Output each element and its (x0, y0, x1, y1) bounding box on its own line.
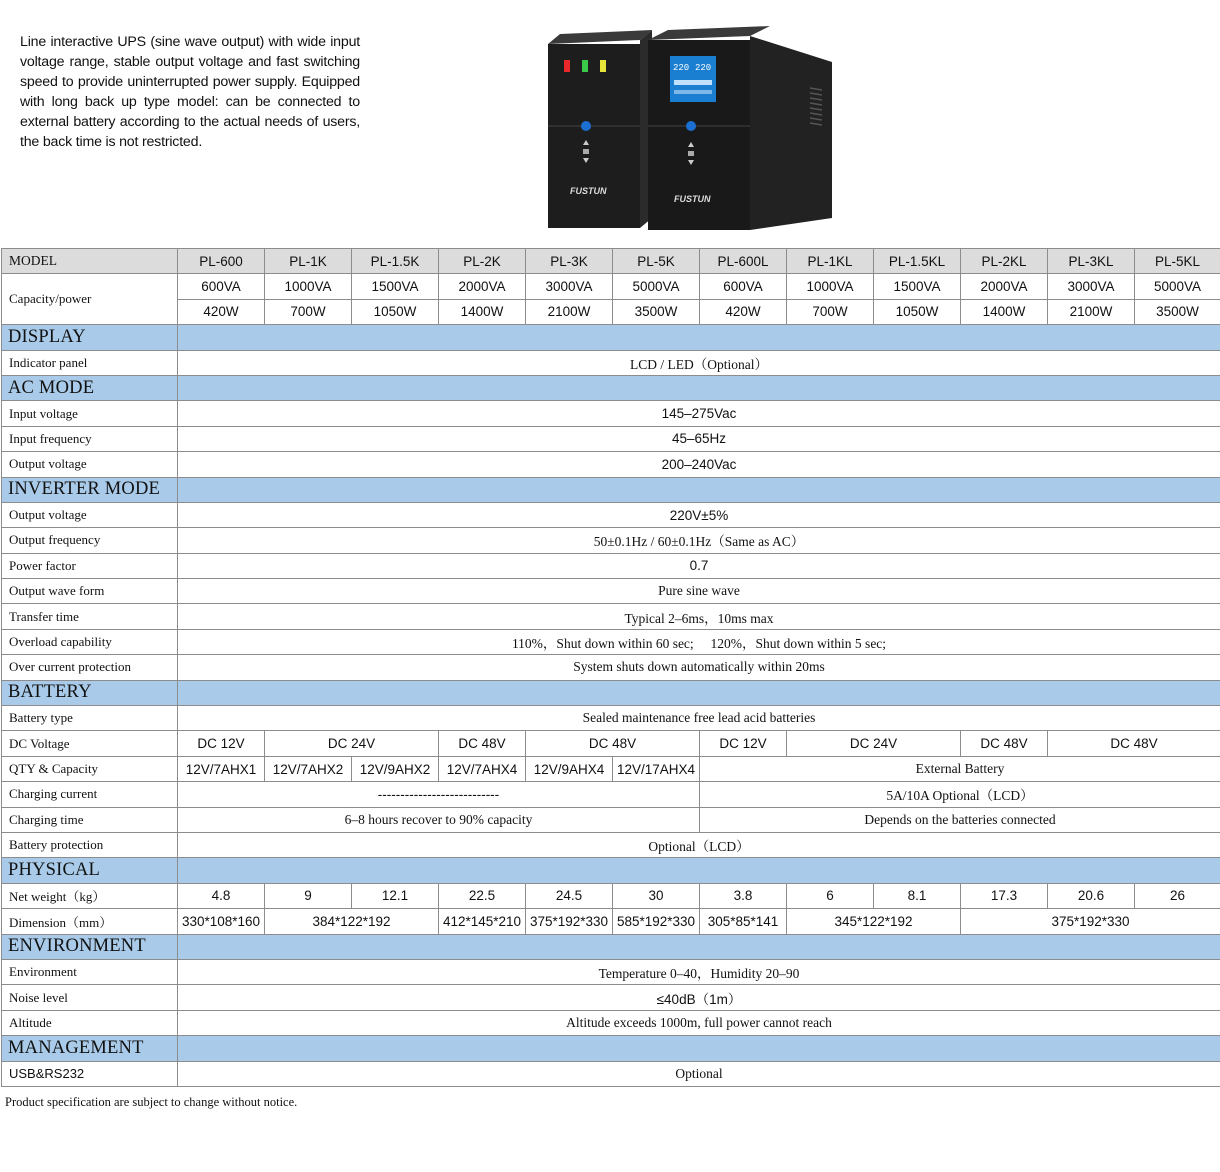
table-row (2, 452, 1220, 477)
table-row (2, 807, 1220, 832)
weight-cell: 12.1 (352, 883, 439, 908)
table-row (2, 959, 1220, 984)
model-label: MODEL (2, 249, 178, 274)
row-label: Over current protection (2, 655, 178, 680)
table-row (2, 502, 1220, 527)
watt-cell: 1400W (439, 299, 526, 324)
row-label: Battery type (2, 706, 178, 731)
model-row (2, 249, 1220, 274)
weight-cell: 22.5 (439, 883, 526, 908)
row-label: Altitude (2, 1010, 178, 1035)
table-row (2, 883, 1220, 908)
va-cell: 2000VA (439, 274, 526, 299)
weight-cell: 6 (787, 883, 874, 908)
dimension-cell: 305*85*141 (700, 909, 787, 934)
model-cell: PL-1K (265, 249, 352, 274)
row-value: Optional（LCD） (178, 832, 1220, 857)
qty-cell: 12V/9AHX4 (526, 756, 613, 781)
row-value: Sealed maintenance free lead acid batteries (178, 706, 1220, 731)
row-value: Optional (178, 1061, 1220, 1086)
model-cell: PL-5KL (1135, 249, 1220, 274)
model-cell: PL-5K (613, 249, 700, 274)
dc-voltage-cell: DC 12V (700, 731, 787, 756)
row-value: 110%，Shut down within 60 sec; 120%，Shut down within 5 sec; (178, 629, 1220, 654)
row-label: Output wave form (2, 579, 178, 604)
watt-cell: 3500W (1135, 299, 1220, 324)
dc-voltage-cell: DC 48V (526, 731, 700, 756)
va-cell: 1500VA (874, 274, 961, 299)
weight-cell: 20.6 (1048, 883, 1135, 908)
row-value: LCD / LED（Optional） (178, 350, 1220, 375)
row-value: Temperature 0–40，Humidity 20–90 (178, 959, 1220, 984)
section-ac-mode (2, 375, 1220, 400)
dimension-cell: 375*192*330 (961, 909, 1220, 934)
row-label: DC Voltage (2, 731, 178, 756)
va-cell: 1000VA (265, 274, 352, 299)
section-display (2, 325, 1220, 350)
row-value: Altitude exceeds 1000m, full power cannot reach (178, 1010, 1220, 1035)
section-physical (2, 858, 1220, 883)
model-cell: PL-600 (178, 249, 265, 274)
section-title-battery: BATTERY (2, 680, 178, 705)
va-cell: 5000VA (613, 274, 700, 299)
weight-cell: 26 (1135, 883, 1220, 908)
row-label: Indicator panel (2, 350, 178, 375)
brand-logo-left: FUSTUN (570, 186, 607, 196)
ups-product-image (540, 22, 840, 234)
lcd-readout-right: 220 (695, 63, 712, 73)
qty-cell: 12V/7AHX1 (178, 756, 265, 781)
row-label: Transfer time (2, 604, 178, 629)
row-value: System shuts down automatically within 20ms (178, 655, 1220, 680)
intro-paragraph: Line interactive UPS (sine wave output) with wide input voltage range, stable output voltage and fast switching speed to provide uninterrupted power supply. Equipped with long back up type model: can be connected to external battery according to the actual needs of users, the back time is not restricted. (20, 34, 360, 150)
row-label: Charging current (2, 782, 178, 807)
va-cell: 600VA (178, 274, 265, 299)
section-title-ac-mode: AC MODE (2, 375, 178, 400)
table-row (2, 782, 1220, 807)
row-value: Typical 2–6ms，10ms max (178, 604, 1220, 629)
watt-cell: 1050W (874, 299, 961, 324)
qty-external-cell: External Battery (700, 756, 1220, 781)
ups-unit-led (548, 30, 652, 228)
weight-cell: 9 (265, 883, 352, 908)
table-row (2, 909, 1220, 934)
dc-voltage-cell: DC 12V (178, 731, 265, 756)
row-label: Charging time (2, 807, 178, 832)
dimension-cell: 375*192*330 (526, 909, 613, 934)
row-value: 45–65Hz (178, 426, 1220, 451)
row-value: 5A/10A Optional（LCD） (700, 782, 1220, 807)
table-row (2, 1061, 1220, 1086)
weight-cell: 30 (613, 883, 700, 908)
weight-cell: 3.8 (700, 883, 787, 908)
row-value: 50±0.1Hz / 60±0.1Hz（Same as AC） (178, 528, 1220, 553)
section-environment (2, 934, 1220, 959)
weight-cell: 17.3 (961, 883, 1048, 908)
watt-cell: 420W (178, 299, 265, 324)
row-value: Pure sine wave (178, 579, 1220, 604)
watt-cell: 2100W (526, 299, 613, 324)
dc-voltage-cell: DC 24V (265, 731, 439, 756)
brand-logo-right: FUSTUN (674, 194, 711, 204)
va-cell: 3000VA (1048, 274, 1135, 299)
capacity-label: Capacity/power (2, 274, 178, 325)
va-cell: 600VA (700, 274, 787, 299)
table-row (2, 553, 1220, 578)
lcd-readout-left: 220 (673, 63, 690, 73)
qty-cell: 12V/17AHX4 (613, 756, 700, 781)
qty-cell: 12V/7AHX4 (439, 756, 526, 781)
row-label: USB&RS232 (2, 1061, 178, 1086)
table-row (2, 756, 1220, 781)
dc-voltage-cell: DC 24V (787, 731, 961, 756)
dimension-cell: 330*108*160 (178, 909, 265, 934)
row-label: Battery protection (2, 832, 178, 857)
weight-cell: 8.1 (874, 883, 961, 908)
watt-cell: 2100W (1048, 299, 1135, 324)
row-label: QTY & Capacity (2, 756, 178, 781)
qty-cell: 12V/7AHX2 (265, 756, 352, 781)
section-title-physical: PHYSICAL (2, 858, 178, 883)
table-row (2, 1010, 1220, 1035)
row-value: 145–275Vac (178, 401, 1220, 426)
table-row (2, 629, 1220, 654)
model-cell: PL-600L (700, 249, 787, 274)
row-label: Power factor (2, 553, 178, 578)
table-row (2, 426, 1220, 451)
model-cell: PL-2KL (961, 249, 1048, 274)
dimension-cell: 585*192*330 (613, 909, 700, 934)
section-title-environment: ENVIRONMENT (2, 934, 178, 959)
watt-cell: 700W (265, 299, 352, 324)
table-row (2, 706, 1220, 731)
table-row (2, 731, 1220, 756)
model-cell: PL-1KL (787, 249, 874, 274)
row-label: Input frequency (2, 426, 178, 451)
model-cell: PL-3KL (1048, 249, 1135, 274)
table-row (2, 579, 1220, 604)
va-cell: 3000VA (526, 274, 613, 299)
table-row (2, 655, 1220, 680)
va-cell: 2000VA (961, 274, 1048, 299)
row-value: 0.7 (178, 553, 1220, 578)
watt-cell: 1400W (961, 299, 1048, 324)
model-cell: PL-1.5K (352, 249, 439, 274)
watt-cell: 3500W (613, 299, 700, 324)
dimension-cell: 345*122*192 (787, 909, 961, 934)
section-title-inverter-mode: INVERTER MODE (2, 477, 178, 502)
watt-cell: 420W (700, 299, 787, 324)
table-row (2, 985, 1220, 1010)
section-title-management: MANAGEMENT (2, 1036, 178, 1061)
spec-table (1, 248, 1220, 1087)
row-label: Environment (2, 959, 178, 984)
row-value: 6–8 hours recover to 90% capacity (178, 807, 700, 832)
row-label: Noise level (2, 985, 178, 1010)
row-label: Input voltage (2, 401, 178, 426)
row-value: ≤40dB（1m） (178, 985, 1220, 1010)
row-value: 220V±5% (178, 502, 1220, 527)
table-row (2, 832, 1220, 857)
model-cell: PL-3K (526, 249, 613, 274)
watt-cell: 700W (787, 299, 874, 324)
footer-note: Product specification are subject to change without notice. (5, 1095, 298, 1109)
qty-cell: 12V/9AHX2 (352, 756, 439, 781)
row-label: Output frequency (2, 528, 178, 553)
va-cell: 1500VA (352, 274, 439, 299)
section-management (2, 1036, 1220, 1061)
row-label: Dimension（mm） (2, 909, 178, 934)
table-row (2, 401, 1220, 426)
model-cell: PL-1.5KL (874, 249, 961, 274)
dc-voltage-cell: DC 48V (961, 731, 1048, 756)
table-row (2, 604, 1220, 629)
row-value: Depends on the batteries connected (700, 807, 1220, 832)
row-label: Output voltage (2, 502, 178, 527)
row-label: Net weight（kg） (2, 883, 178, 908)
table-row (2, 350, 1220, 375)
model-cell: PL-2K (439, 249, 526, 274)
row-value: --------------------------- (178, 782, 700, 807)
dimension-cell: 412*145*210 (439, 909, 526, 934)
ups-unit-lcd (648, 26, 832, 230)
weight-cell: 24.5 (526, 883, 613, 908)
va-cell: 1000VA (787, 274, 874, 299)
section-battery (2, 680, 1220, 705)
weight-cell: 4.8 (178, 883, 265, 908)
table-row (2, 528, 1220, 553)
section-inverter-mode (2, 477, 1220, 502)
dc-voltage-cell: DC 48V (439, 731, 526, 756)
row-value: 200–240Vac (178, 452, 1220, 477)
dimension-cell: 384*122*192 (265, 909, 439, 934)
row-label: Output voltage (2, 452, 178, 477)
dc-voltage-cell: DC 48V (1048, 731, 1220, 756)
section-title-display: DISPLAY (2, 325, 178, 350)
watt-cell: 1050W (352, 299, 439, 324)
va-cell: 5000VA (1135, 274, 1220, 299)
row-label: Overload capability (2, 629, 178, 654)
capacity-va-row (2, 274, 1220, 299)
capacity-watt-row (2, 299, 1220, 324)
